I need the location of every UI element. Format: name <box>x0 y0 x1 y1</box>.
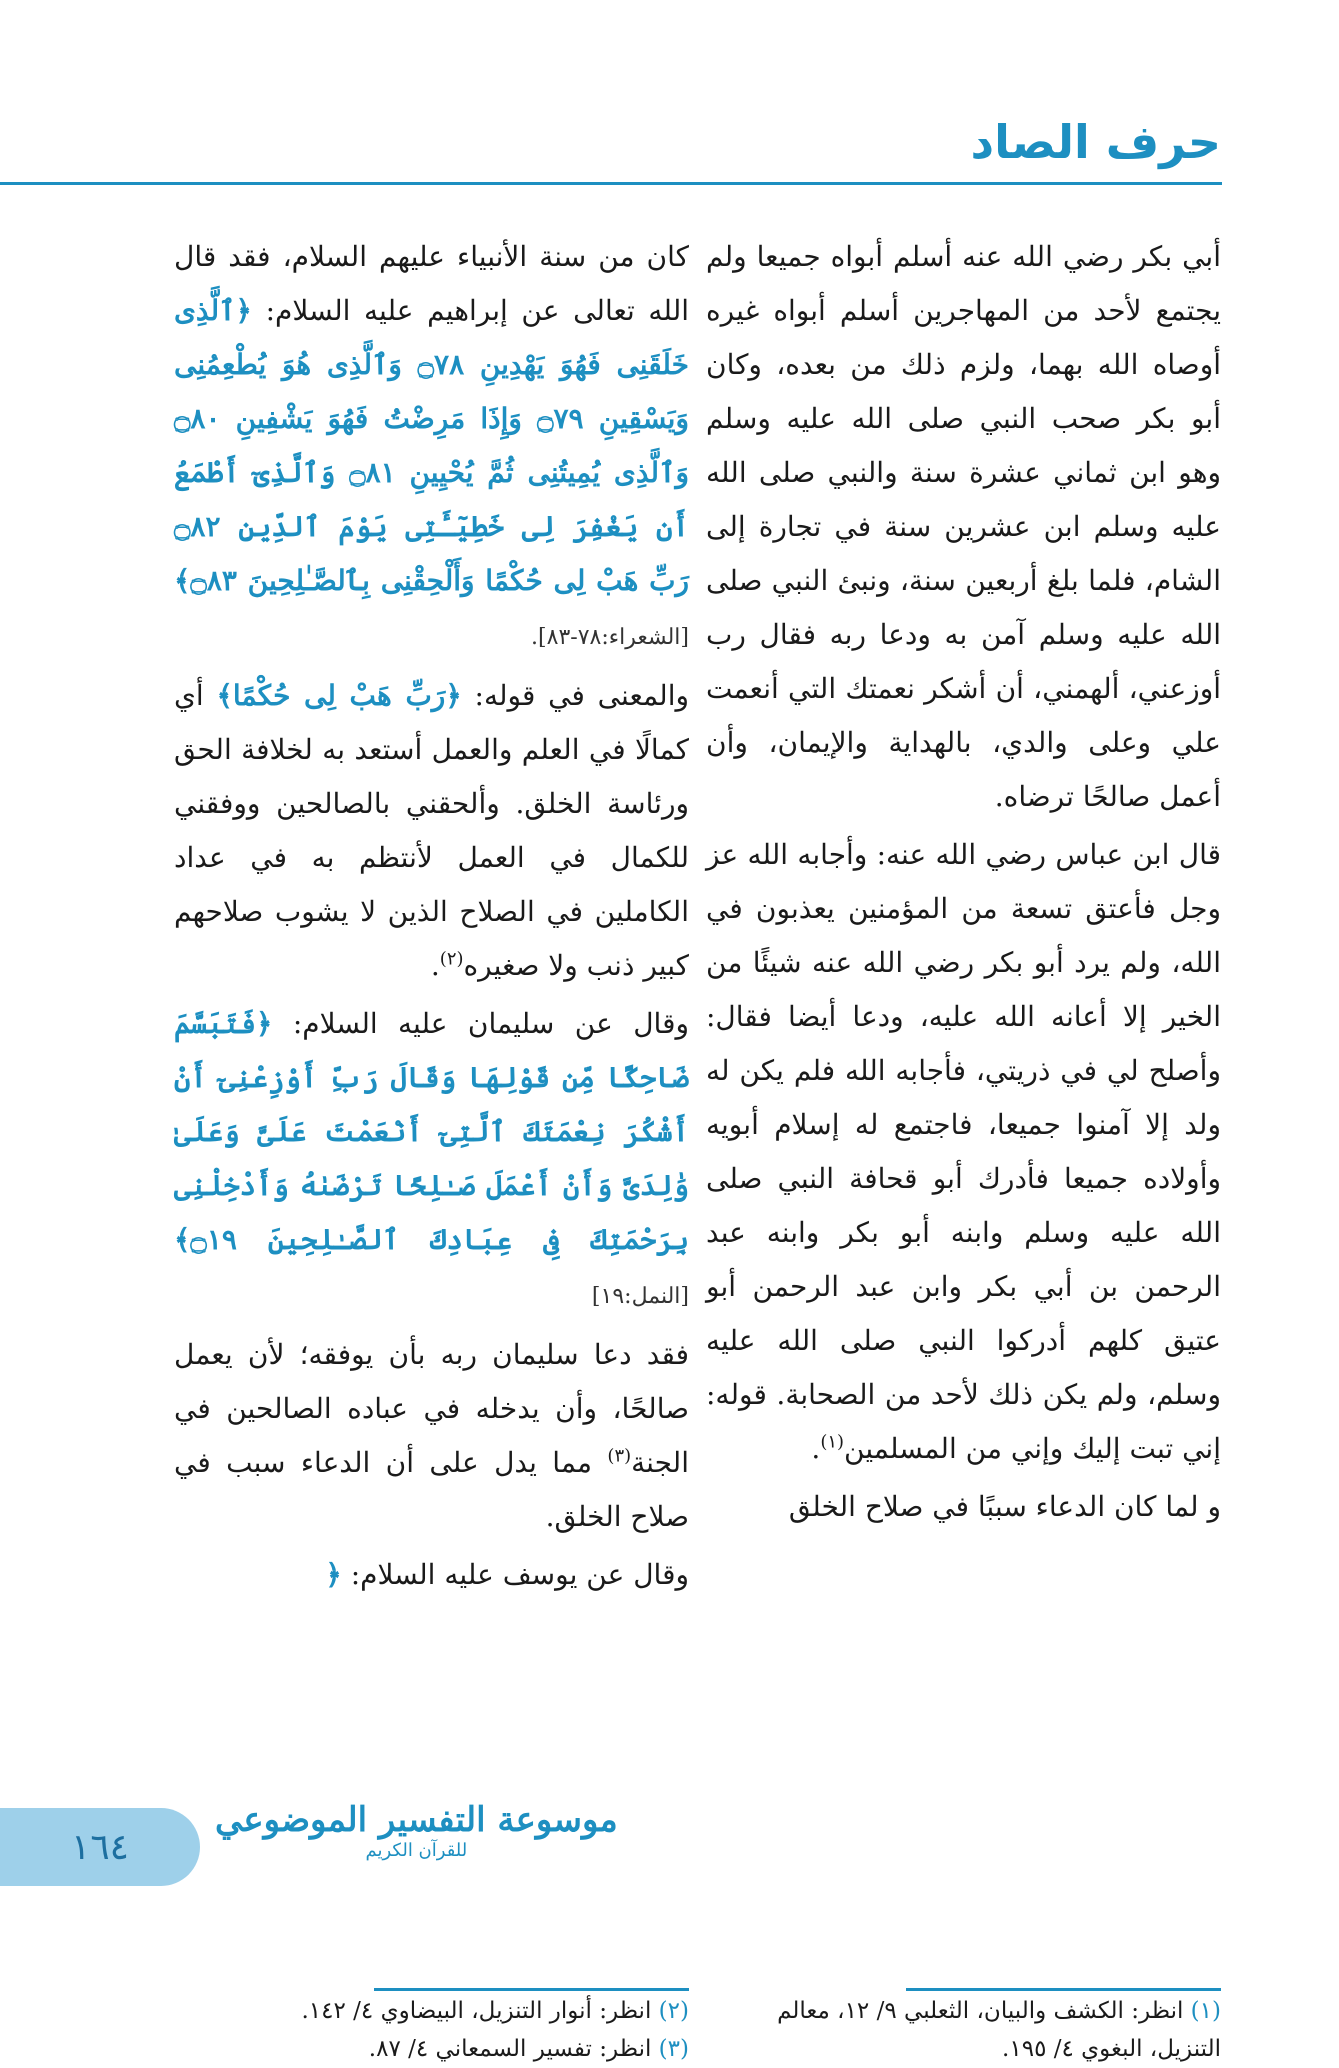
page-number: ١٦٤ <box>0 1808 200 1886</box>
paragraph: كان من سنة الأنبياء عليهم السلام، فقد قال الله تعالى عن إبراهيم عليه السلام: ﴿ٱلَّذِى خَلَقَنِى فَهُوَ يَهْدِينِ ۝٧٨ وَٱلَّذِى هُوَ يُطْعِمُنِى وَيَسْقِينِ ۝٧٩ وَإِذَا مَرِضْتُ فَهُوَ يَشْفِينِ ۝٨٠ وَٱلَّذِى يُمِيتُنِى ثُمَّ يُحْيِينِ ۝٨١ وَٱلَّذِىٓ أَطْمَعُ أَن يَغْفِرَ لِى خَطِيٓـَٔتِى يَوْمَ ٱلدِّينِ ۝٨٢ رَبِّ هَبْ لِى حُكْمًا وَأَلْحِقْنِى بِٱلصَّـٰلِحِينَ ۝٨٣﴾ [الشعراء:٧٨-٨٣]. <box>174 240 690 650</box>
paragraph: والمعنى في قوله: ﴿رَبِّ هَبْ لِى حُكْمًا﴾ أي كمالًا في العلم والعمل أستعد به لخلافة الحق ورئاسة الخلق. وألحقني بالصالحين ووفقني للكمال في العمل لأنتظم به في عداد الكاملين في الصلاح الذين لا يشوب صلاحهم كبير ذنب ولا صغيره$^{(٢)}$. <box>174 679 689 982</box>
verse-reference: [النمل:١٩] <box>591 1284 689 1309</box>
footnote: (١) انظر: الكشف والبيان، الثعلبي ٩/ ١٢، معالم التنزيل، البغوي ٤/ ١٩٥. <box>777 1998 1221 2062</box>
footnote-divider <box>906 1988 1221 1991</box>
footnote-divider <box>374 1988 689 1991</box>
brand-title: موسوعة التفسير الموضوعي <box>215 1800 618 1840</box>
quran-verse: ﴿ٱلَّذِى خَلَقَنِى فَهُوَ يَهْدِينِ ۝٧٨ وَٱلَّذِى هُوَ يُطْعِمُنِى وَيَسْقِينِ ۝٧٩ وَإِذَا مَرِضْتُ فَهُوَ يَشْفِينِ ۝٨٠ وَٱلَّذِى يُمِيتُنِى ثُمَّ يُحْيِينِ ۝٨١ وَٱلَّذِىٓ أَطْمَعُ أَن يَغْفِرَ لِى خَطِيٓـَٔتِى يَوْمَ ٱلدِّينِ ۝٨٢ رَبِّ هَبْ لِى حُكْمًا وَأَلْحِقْنِى بِٱلصَّـٰلِحِينَ ۝٨٣﴾ <box>174 294 689 597</box>
brand-logo <box>215 1800 618 1861</box>
paragraph: أبي بكر رضي الله عنه أسلم أبواه جميعا ولم يجتمع لأحد من المهاجرين أسلم أبواه غيره أوصاه الله بهما، ولزم ذلك من بعده، وكان أبو بكر صحب النبي صلى الله عليه وسلم وهو ابن ثماني عشرة سنة والنبي صلى الله عليه وسلم ابن عشرين سنة في تجارة إلى الشام، فلما بلغ أربعين سنة، ونبئ النبي صلى الله عليه وسلم آمن به ودعا ربه فقال رب أوزعني، ألهمني، أن أشكر نعمتك التي أنعمت علي وعلى والدي، بالهداية والإيمان، وأن أعمل صالحًا ترضاه. <box>706 240 1221 813</box>
quran-verse: ﴿رَبِّ هَبْ لِى حُكْمًا﴾ <box>216 679 462 712</box>
paragraph: فقد دعا سليمان ربه بأن يوفقه؛ لأن يعمل صالحًا، وأن يدخله في عباده الصالحين في الجنة$^{(٣)}$ مما يدل على أن الدعاء سبب في صلاح الخلق. <box>174 1338 689 1533</box>
paragraph: وقال عن سليمان عليه السلام: ﴿فَتَبَسَّمَ ضَاحِكًا مِّن قَوْلِهَا وَقَالَ رَبِّ أَوْزِعْنِىٓ أَنْ أَشْكُرَ نِعْمَتَكَ ٱلَّتِىٓ أَنْعَمْتَ عَلَىَّ وَعَلَىٰ وَٰلِدَىَّ وَأَنْ أَعْمَلَ صَـٰلِحًا تَرْضَىٰهُ وَأَدْخِلْنِى بِرَحْمَتِكَ فِى عِبَادِكَ ٱلصَّـٰلِحِينَ ۝١٩﴾ [النمل:١٩] <box>174 1007 689 1309</box>
right-column <box>706 230 1221 1538</box>
paragraph: وقال عن يوسف عليه السلام: ﴿ <box>325 1558 689 1591</box>
paragraph: قال ابن عباس رضي الله عنه: وأجابه الله عز وجل فأعتق تسعة من المؤمنين يعذبون في الله، ولم يرد أبو بكر رضي الله عنه شيئًا من الخير إلا أعانه الله عليه، ودعا أيضا فقال: وأصلح لي في ذريتي، فأجابه الله فلم يكن له ولد إلا آمنوا جميعا، فاجتمع له إسلام أبويه وأولاده جميعا فأدرك أبو قحافة النبي صلى الله عليه وسلم وابنه أبو بكر وابنه عبد الرحمن بن أبي بكر وابن عبد الرحمن أبو عتيق كلهم أدركوا النبي صلى الله عليه وسلم، ولم يكن ذلك لأحد من الصحابة. قوله: إني تبت إليك وإني من المسلمين$^{(١)}$. <box>706 838 1221 1465</box>
footnotes-left <box>174 1992 689 2068</box>
footnote-marker[interactable]: (٣) <box>607 1445 632 1467</box>
brand-subtitle: للقرآن الكريم <box>365 1840 468 1861</box>
footnote-marker[interactable]: (١) <box>820 1431 845 1453</box>
footnotes-right <box>706 1992 1221 2068</box>
footnote: (٣) انظر: تفسير السمعاني ٤/ ٨٧. <box>368 2036 689 2062</box>
quran-verse: ﴿فَتَبَسَّمَ ضَاحِكًا مِّن قَوْلِهَا وَقَالَ رَبِّ أَوْزِعْنِىٓ أَنْ أَشْكُرَ نِعْمَتَكَ ٱلَّتِىٓ أَنْعَمْتَ عَلَىَّ وَعَلَىٰ وَٰلِدَىَّ وَأَنْ أَعْمَلَ صَـٰلِحًا تَرْضَىٰهُ وَأَدْخِلْنِى بِرَحْمَتِكَ فِى عِبَادِكَ ٱلصَّـٰلِحِينَ ۝١٩﴾ <box>174 1007 689 1256</box>
header-rule <box>0 182 1222 185</box>
chapter-title: حرف الصاد <box>970 115 1221 169</box>
footnote: (٢) انظر: أنوار التنزيل، البيضاوي ٤/ ١٤٢. <box>301 1998 689 2024</box>
footnote-marker[interactable]: (٢) <box>439 948 464 970</box>
paragraph: و لما كان الدعاء سببًا في صلاح الخلق <box>788 1490 1221 1523</box>
quran-verse: ﴿ <box>325 1558 342 1591</box>
verse-reference: [الشعراء:٧٨-٨٣]. <box>531 625 689 650</box>
left-column <box>174 230 689 1606</box>
